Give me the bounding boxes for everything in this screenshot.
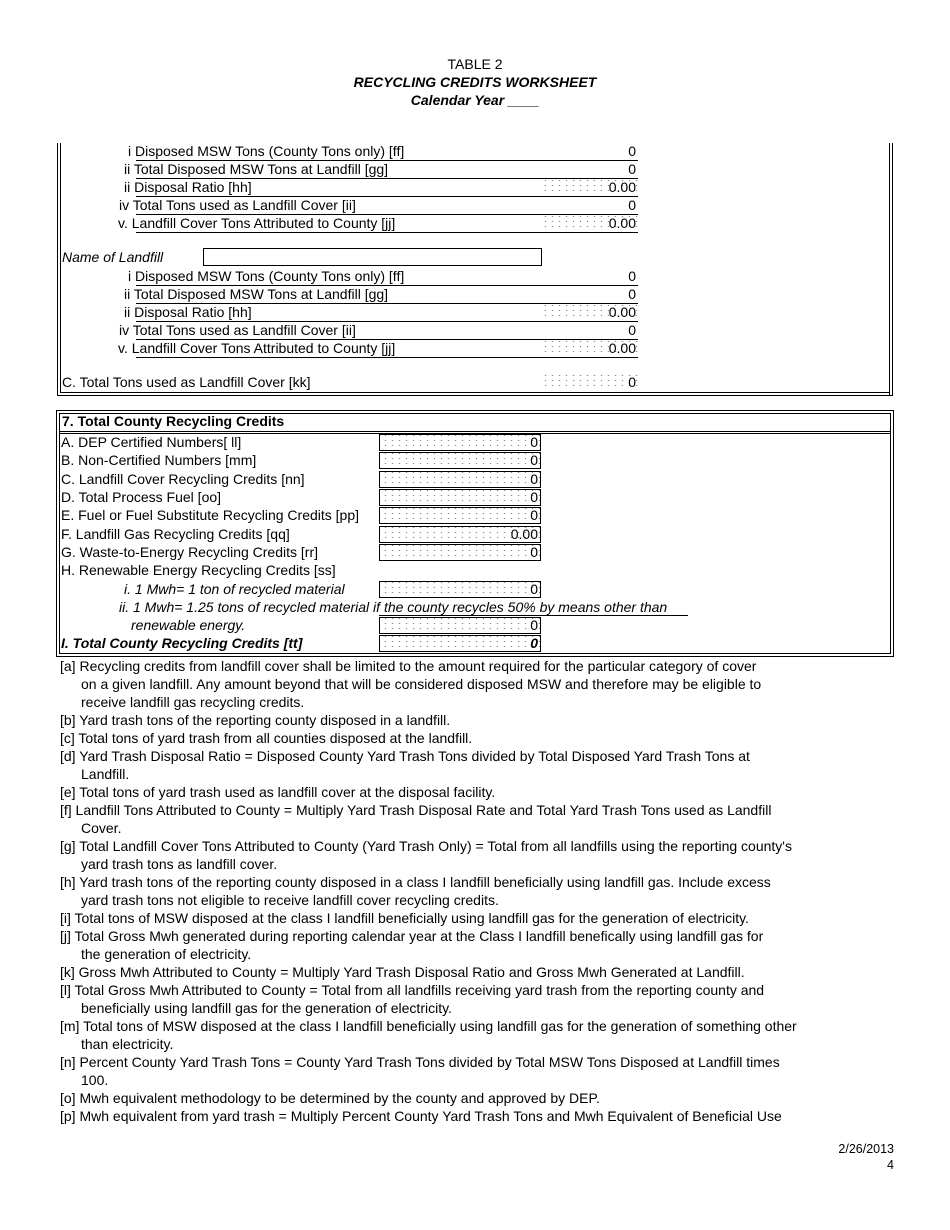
non-certified-field[interactable] (379, 452, 541, 469)
footnote-text: [g] Total Landfill Cover Tons Attributed to County (Yard Trash Only) = Total from all landfills using the reporting county's (60, 838, 792, 854)
footnote-text: [n] Percent County Yard Trash Tons = County Yard Trash Tons divided by Total MSW Tons Disposed at Landfill times (60, 1054, 780, 1070)
footnote-item (60, 1017, 840, 1053)
footnote-item (60, 801, 840, 837)
footnote-item (60, 657, 840, 711)
footnote-continuation: Landfill. (81, 766, 130, 782)
footnote-continuation: 100. (81, 1072, 109, 1088)
cover-tons-attributed-field[interactable] (540, 341, 638, 356)
footnote-item (60, 1107, 840, 1125)
footnote-text: [e] Total tons of yard trash used as landfill cover at the disposal facility. (60, 784, 496, 800)
footnote-text: [c] Total tons of yard trash from all counties disposed at the landfill. (60, 730, 473, 746)
total-credits-label: I. Total County Recycling Credits [tt] (61, 635, 303, 651)
footnote-item (60, 927, 840, 963)
total-landfill-cover-label: C. Total Tons used as Landfill Cover [kk] (62, 374, 311, 390)
landfill-cover-credits-label: C. Landfill Cover Recycling Credits [nn] (61, 471, 305, 487)
footnote-text: [d] Yard Trash Disposal Ratio = Disposed County Yard Trash Tons divided by Total Disposed Yard Trash Tons at (60, 748, 750, 764)
renewable-option-i-field[interactable] (379, 581, 541, 598)
landfill-name-label: Name of Landfill (62, 249, 164, 265)
total-landfill-cover-field[interactable] (540, 375, 638, 390)
waste-to-energy-label: G. Waste-to-Energy Recycling Credits [rr] (61, 544, 318, 560)
total-disposed-msw-value[interactable]: 0 (628, 161, 636, 177)
footnote-item (60, 747, 840, 783)
footnote-item (60, 1053, 840, 1089)
cover-tons-attributed-label: v. Landfill Cover Tons Attributed to County [jj] (118, 340, 396, 356)
landfill-cover-tons-value[interactable]: 0 (628, 197, 636, 213)
footnote-item (60, 729, 840, 747)
footnote-text: [m] Total tons of MSW disposed at the class I landfill beneficially using landfill gas for the generation of something other (60, 1018, 797, 1034)
total-process-fuel-label: D. Total Process Fuel [oo] (61, 489, 222, 505)
landfill-cover-tons-value[interactable]: 0 (628, 322, 636, 338)
disposed-msw-tons-label: i Disposed MSW Tons (County Tons only) [ff] (128, 268, 405, 284)
footnote-item (60, 981, 840, 1017)
dep-certified-field[interactable] (379, 434, 541, 451)
renewable-energy-label: H. Renewable Energy Recycling Credits [ss] (61, 562, 336, 578)
footnote-text: [o] Mwh equivalent methodology to be determined by the county and approved by DEP. (60, 1090, 600, 1106)
worksheet-title: RECYCLING CREDITS WORKSHEET (353, 74, 597, 90)
renewable-option-ii-value: 0 (530, 617, 538, 633)
footnote-text: [h] Yard trash tons of the reporting county disposed in a class I landfill beneficially using landfill gas. Include excess (60, 874, 771, 890)
footnote-item (60, 963, 840, 981)
disposal-ratio-value: 0.00 (608, 179, 636, 195)
cover-tons-attributed-label: v. Landfill Cover Tons Attributed to County [jj] (118, 215, 396, 231)
total-disposed-msw-label: ii Total Disposed MSW Tons at Landfill [gg] (124, 161, 389, 177)
total-landfill-cover-value: 0 (628, 374, 636, 390)
page-number: 4 (887, 1158, 894, 1172)
total-process-fuel-field[interactable] (379, 489, 541, 506)
footnote-text: [l] Total Gross Mwh Attributed to County = Total from all landfills receiving yard trash from the reporting county and (60, 982, 765, 998)
disposed-msw-tons-value[interactable]: 0 (628, 268, 636, 284)
footnote-continuation: Cover. (81, 820, 122, 836)
footnote-item (60, 909, 840, 927)
non-certified-label: B. Non-Certified Numbers [mm] (61, 452, 257, 468)
landfill-cover-tons-label: iv Total Tons used as Landfill Cover [ii] (119, 322, 356, 338)
footnote-continuation: receive landfill gas recycling credits. (81, 694, 305, 710)
footnote-item (60, 783, 840, 801)
fuel-substitute-credits-value: 0 (530, 507, 538, 523)
landfill-gas-credits-field[interactable] (379, 526, 541, 543)
footnote-continuation: beneficially using landfill gas for the generation of electricity. (81, 1000, 452, 1016)
footnote-text: [k] Gross Mwh Attributed to County = Multiply Yard Trash Disposal Ratio and Gross Mwh Generated at Landfill. (60, 964, 745, 980)
renewable-option-i-value: 0 (530, 581, 538, 597)
footnote-continuation: on a given landfill. Any amount beyond that will be considered disposed MSW and therefore may be eligible to (81, 676, 762, 692)
disposal-ratio-value: 0.00 (608, 304, 636, 320)
footnote-text: [p] Mwh equivalent from yard trash = Multiply Percent County Yard Trash Tons and Mwh Equivalent of Beneficial Use (60, 1108, 782, 1124)
fuel-substitute-credits-field[interactable] (379, 507, 541, 524)
total-credits-value: 0 (530, 635, 538, 651)
footer-date: 2/26/2013 (838, 1142, 894, 1156)
footnote-text: [b] Yard trash tons of the reporting county disposed in a landfill. (60, 712, 451, 728)
cover-tons-attributed-value: 0.00 (608, 340, 636, 356)
dep-certified-label: A. DEP Certified Numbers[ ll] (61, 434, 242, 450)
total-disposed-msw-value[interactable]: 0 (628, 286, 636, 302)
landfill-cover-tons-label: iv Total Tons used as Landfill Cover [ii] (119, 197, 356, 213)
calendar-year: Calendar Year ____ (410, 92, 540, 108)
waste-to-energy-field[interactable] (379, 544, 541, 561)
landfill-name-input[interactable] (203, 248, 542, 266)
dep-certified-value: 0 (530, 434, 538, 450)
renewable-option-ii-field[interactable] (379, 617, 541, 634)
section-7-heading: 7. Total County Recycling Credits (62, 413, 285, 429)
disposed-msw-tons-label: i Disposed MSW Tons (County Tons only) [ff] (128, 143, 405, 159)
renewable-option-ii-label-cont: renewable energy. (131, 617, 246, 633)
footnote-continuation: the generation of electricity. (81, 946, 252, 962)
table-number: TABLE 2 (447, 56, 503, 72)
footnote-text: [f] Landfill Tons Attributed to County = Multiply Yard Trash Disposal Rate and Total Yard Trash Tons used as Landfill (60, 802, 772, 818)
footnote-text: [j] Total Gross Mwh generated during reporting calendar year at the Class I landfill benefically using landfill gas for (60, 928, 764, 944)
footnote-continuation: yard trash tons as landfill cover. (81, 856, 278, 872)
footnote-text: [i] Total tons of MSW disposed at the class I landfill beneficially using landfill gas for the generation of electricity. (60, 910, 749, 926)
footnote-continuation: yard trash tons not eligible to receive landfill cover recycling credits. (81, 892, 499, 908)
non-certified-value: 0 (530, 452, 538, 468)
footnote-item (60, 873, 840, 909)
cover-tons-attributed-value: 0.00 (608, 215, 636, 231)
landfill-cover-credits-value: 0 (530, 471, 538, 487)
footnote-item (60, 837, 840, 873)
renewable-option-ii-label: ii. 1 Mwh= 1.25 tons of recycled material if the county recycles 50% by means other than (119, 599, 668, 615)
disposed-msw-tons-value[interactable]: 0 (628, 143, 636, 159)
footnotes (60, 657, 840, 1125)
total-process-fuel-value: 0 (530, 489, 538, 505)
fuel-substitute-credits-label: E. Fuel or Fuel Substitute Recycling Credits [pp] (61, 507, 360, 523)
landfill-gas-credits-label: F. Landfill Gas Recycling Credits [qq] (61, 526, 290, 542)
landfill-gas-credits-value: 0.00 (510, 526, 538, 542)
renewable-option-i-label: i. 1 Mwh= 1 ton of recycled material (124, 581, 345, 597)
footnote-continuation: than electricity. (81, 1036, 174, 1052)
total-credits-field[interactable] (379, 635, 541, 652)
disposal-ratio-label: ii Disposal Ratio [hh] (124, 304, 252, 320)
total-disposed-msw-label: ii Total Disposed MSW Tons at Landfill [gg] (124, 286, 389, 302)
waste-to-energy-value: 0 (530, 544, 538, 560)
footnote-text: [a] Recycling credits from landfill cover shall be limited to the amount required for the particular category of cover (60, 658, 757, 674)
cover-tons-attributed-field[interactable] (540, 216, 638, 231)
footnote-item (60, 1089, 840, 1107)
disposal-ratio-field[interactable] (540, 180, 638, 195)
landfill-cover-credits-field[interactable] (379, 471, 541, 488)
disposal-ratio-label: ii Disposal Ratio [hh] (124, 179, 252, 195)
disposal-ratio-field[interactable] (540, 305, 638, 320)
footnote-item (60, 711, 840, 729)
